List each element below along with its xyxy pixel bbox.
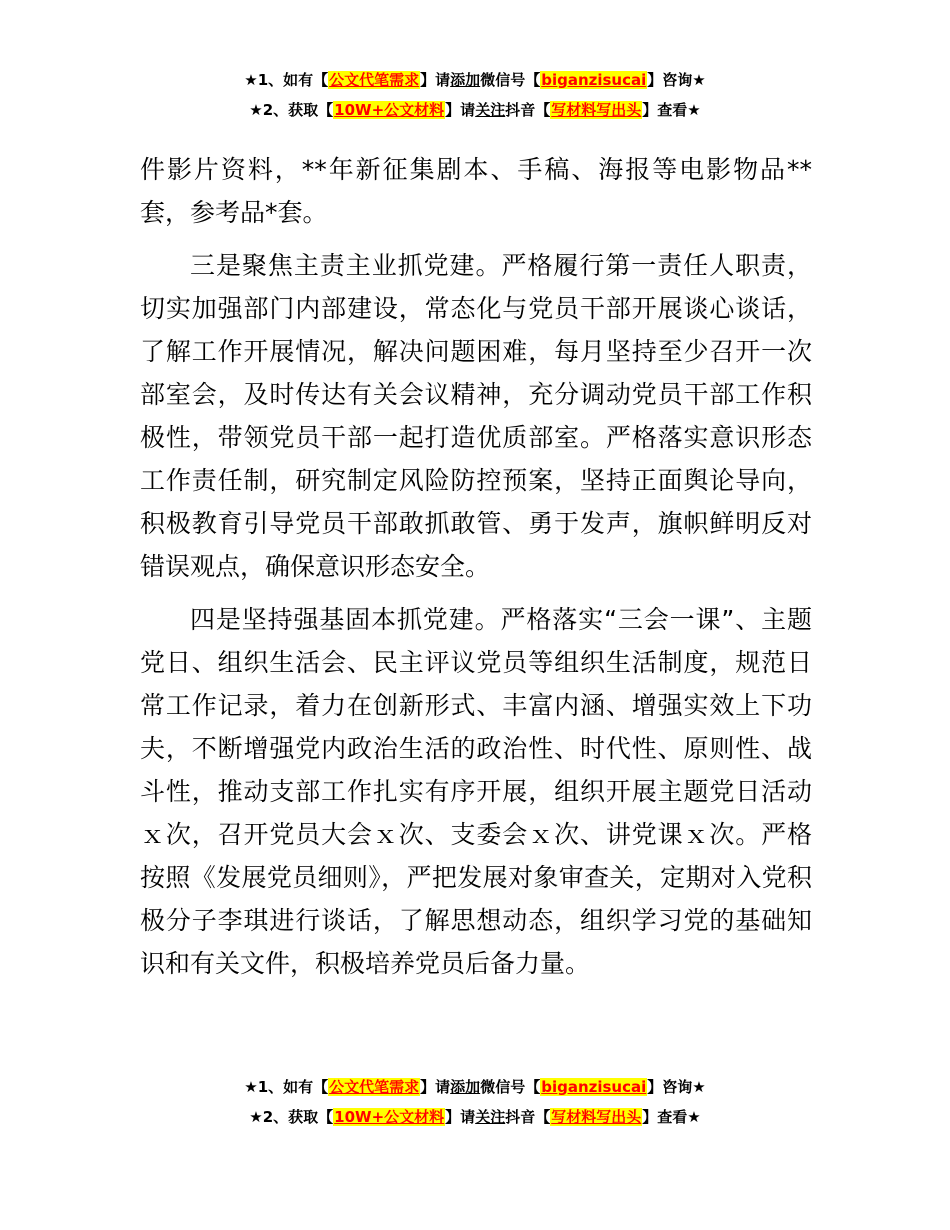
highlight-wechat-id: biganzisucai (541, 1078, 647, 1096)
highlight-douyin-account: 写材料写出头 (551, 101, 642, 119)
banner-text: 抖音【 (505, 101, 551, 119)
highlight-ghostwriting: 公文代笔需求 (329, 71, 420, 89)
star-icon: ★ (249, 1108, 263, 1126)
star-icon: ★ (687, 1108, 701, 1126)
underlined-text: 添加 (450, 1078, 481, 1096)
banner-text: 抖音【 (505, 1108, 551, 1126)
bottom-banner (0, 1072, 950, 1132)
banner-text: 】请 (445, 1108, 476, 1126)
star-icon: ★ (692, 1078, 706, 1096)
highlight-douyin-account: 写材料写出头 (551, 1108, 642, 1126)
paragraph-strengthen-foundation: 四是坚持强基固本抓党建。严格落实“三会一课”、主题党日、组织生活会、民主评议党员等组织生活制度，规范日常工作记录，着力在创新形式、丰富内涵、增强实效上下功夫，不断增强党内政治生活的政治性、时代性、原则性、战斗性，推动支部工作扎实有序开展，组织开展主题党日活动ｘ次，召开党员大会ｘ次、支委会ｘ次、讲党课ｘ次。严格按照《发展党员细则》，严把发展对象审查关，定期对入党积极分子李琪进行谈话，了解思想动态，组织学习党的基础知识和有关文件，积极培养党员后备力量。 (140, 605, 812, 978)
underlined-text: 关注 (475, 101, 506, 119)
star-icon: ★ (244, 1078, 258, 1096)
banner-text: 】查看 (642, 1108, 688, 1126)
highlight-materials: 10W+公文材料 (334, 1108, 445, 1126)
banner-text: 微信号【 (480, 71, 541, 89)
banner-line-1 (0, 65, 950, 95)
banner-text: 1、如有【 (257, 71, 329, 89)
banner-text: 】查看 (642, 101, 688, 119)
star-icon: ★ (244, 71, 258, 89)
underlined-text: 添加 (450, 71, 481, 89)
banner-text: 2、获取【 (262, 1108, 334, 1126)
banner-text: 2、获取【 (262, 101, 334, 119)
banner-text: 】咨询 (647, 71, 693, 89)
paragraph-focus-main-duty: 三是聚焦主责主业抓党建。严格履行第一责任人职责，切实加强部门内部建设，常态化与党员干部开展谈心谈话，了解工作开展情况，解决问题困难，每月坚持至少召开一次部室会，及时传达有关会议精神，充分调动党员干部工作积极性，带领党员干部一起打造优质部室。严格落实意识形态工作责任制，研究制定风险防控预案，坚持正面舆论导向，积极教育引导党员干部敢抓敢管、勇于发声，旗帜鲜明反对错误观点，确保意识形态安全。 (140, 251, 812, 581)
star-icon: ★ (249, 101, 263, 119)
banner-text: 】请 (445, 101, 476, 119)
banner-text: 】请 (420, 1078, 451, 1096)
banner-text: 】咨询 (647, 1078, 693, 1096)
highlight-wechat-id: biganzisucai (541, 71, 647, 89)
star-icon: ★ (692, 71, 706, 89)
document-body (140, 148, 812, 985)
highlight-ghostwriting: 公文代笔需求 (329, 1078, 420, 1096)
banner-text: 】请 (420, 71, 451, 89)
banner-line-1 (0, 1072, 950, 1102)
paragraph-continuation: 件影片资料，**年新征集剧本、手稿、海报等电影物品**套，参考品*套。 (140, 155, 812, 227)
underlined-text: 关注 (475, 1108, 506, 1126)
star-icon: ★ (687, 101, 701, 119)
banner-text: 微信号【 (480, 1078, 541, 1096)
banner-line-2 (0, 1102, 950, 1132)
banner-text: 1、如有【 (257, 1078, 329, 1096)
banner-line-2 (0, 95, 950, 125)
highlight-materials: 10W+公文材料 (334, 101, 445, 119)
top-banner (0, 65, 950, 125)
